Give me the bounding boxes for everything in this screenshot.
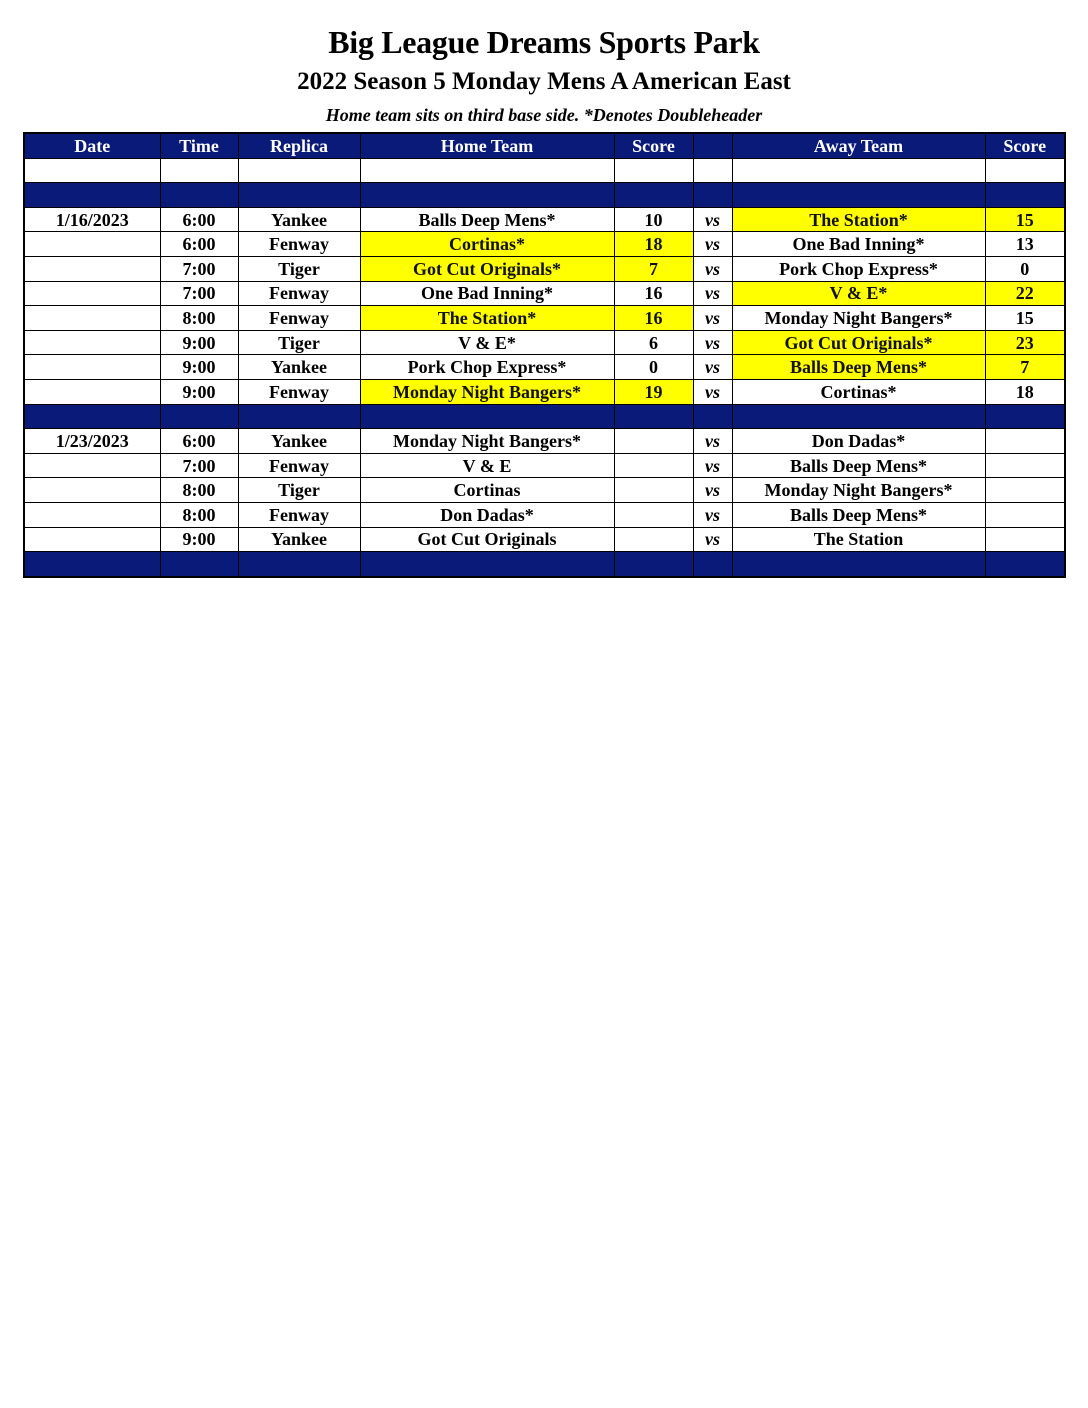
- cell-time: 6:00: [160, 429, 238, 454]
- cell-replica: Yankee: [238, 207, 360, 232]
- cell-home-team: Got Cut Originals*: [360, 256, 614, 281]
- cell-home-score: 19: [614, 379, 693, 404]
- cell-vs: vs: [693, 379, 732, 404]
- cell-away-team: The Station*: [732, 207, 985, 232]
- cell-vs: vs: [693, 502, 732, 527]
- cell-away-team: Cortinas*: [732, 379, 985, 404]
- table-row: [24, 502, 1065, 527]
- cell-home-team: V & E: [360, 453, 614, 478]
- cell-away-team: Balls Deep Mens*: [732, 453, 985, 478]
- cell-vs: vs: [693, 429, 732, 454]
- separator-cell: [238, 404, 360, 429]
- cell-away-team: The Station: [732, 527, 985, 552]
- cell-home-team: Pork Chop Express*: [360, 355, 614, 380]
- cell-home-team: Cortinas: [360, 478, 614, 503]
- separator-cell: [614, 552, 693, 577]
- table-row: [24, 232, 1065, 257]
- cell-replica: Fenway: [238, 453, 360, 478]
- cell-replica: Yankee: [238, 429, 360, 454]
- separator-cell: [693, 552, 732, 577]
- cell-home-score: 16: [614, 306, 693, 331]
- cell-away-score: [985, 478, 1065, 503]
- cell-away-score: 22: [985, 281, 1065, 306]
- cell-away-team: Balls Deep Mens*: [732, 502, 985, 527]
- cell-date: [24, 306, 160, 331]
- cell-vs: vs: [693, 207, 732, 232]
- col-header-time: Time: [160, 133, 238, 158]
- cell-replica: Tiger: [238, 330, 360, 355]
- cell-date: [24, 355, 160, 380]
- cell-away-score: 15: [985, 306, 1065, 331]
- cell-away-score: [985, 502, 1065, 527]
- cell-time: 6:00: [160, 207, 238, 232]
- separator-row: [24, 183, 1065, 208]
- cell-home-team: Cortinas*: [360, 232, 614, 257]
- separator-cell: [360, 404, 614, 429]
- cell-time: 7:00: [160, 453, 238, 478]
- cell-vs: vs: [693, 355, 732, 380]
- separator-cell: [160, 183, 238, 208]
- cell-date: 1/23/2023: [24, 429, 160, 454]
- cell-date: [24, 453, 160, 478]
- cell-away-team: Don Dadas*: [732, 429, 985, 454]
- cell-home-team: Got Cut Originals: [360, 527, 614, 552]
- blank-cell: [160, 158, 238, 183]
- cell-home-team: Monday Night Bangers*: [360, 379, 614, 404]
- separator-cell: [985, 404, 1065, 429]
- table-row: [24, 478, 1065, 503]
- separator-cell: [24, 183, 160, 208]
- cell-replica: Fenway: [238, 281, 360, 306]
- table-row: [24, 355, 1065, 380]
- col-header-vs: [693, 133, 732, 158]
- cell-home-score: [614, 478, 693, 503]
- cell-away-score: [985, 527, 1065, 552]
- separator-row: [24, 404, 1065, 429]
- cell-replica: Fenway: [238, 232, 360, 257]
- cell-home-team: Balls Deep Mens*: [360, 207, 614, 232]
- cell-date: [24, 478, 160, 503]
- cell-away-team: Monday Night Bangers*: [732, 478, 985, 503]
- cell-time: 8:00: [160, 502, 238, 527]
- cell-away-score: 13: [985, 232, 1065, 257]
- cell-away-team: One Bad Inning*: [732, 232, 985, 257]
- cell-date: [24, 232, 160, 257]
- cell-home-score: 10: [614, 207, 693, 232]
- cell-vs: vs: [693, 281, 732, 306]
- cell-away-score: [985, 429, 1065, 454]
- cell-time: 9:00: [160, 379, 238, 404]
- separator-cell: [360, 183, 614, 208]
- blank-cell: [985, 158, 1065, 183]
- cell-away-team: Got Cut Originals*: [732, 330, 985, 355]
- blank-cell: [693, 158, 732, 183]
- separator-cell: [985, 552, 1065, 577]
- cell-away-team: Balls Deep Mens*: [732, 355, 985, 380]
- cell-replica: Tiger: [238, 256, 360, 281]
- cell-time: 9:00: [160, 355, 238, 380]
- separator-cell: [732, 404, 985, 429]
- cell-away-team: Pork Chop Express*: [732, 256, 985, 281]
- blank-cell: [238, 158, 360, 183]
- cell-home-team: Don Dadas*: [360, 502, 614, 527]
- separator-cell: [160, 552, 238, 577]
- cell-date: [24, 281, 160, 306]
- table-row: [24, 453, 1065, 478]
- separator-cell: [160, 404, 238, 429]
- season-subtitle: 2022 Season 5 Monday Mens A American East: [297, 68, 791, 95]
- cell-date: 1/16/2023: [24, 207, 160, 232]
- separator-row: [24, 552, 1065, 577]
- cell-time: 9:00: [160, 527, 238, 552]
- separator-cell: [985, 183, 1065, 208]
- cell-vs: vs: [693, 256, 732, 281]
- col-header-home-team: Home Team: [360, 133, 614, 158]
- schedule-table: [23, 132, 1066, 578]
- separator-cell: [238, 183, 360, 208]
- cell-home-score: 7: [614, 256, 693, 281]
- cell-away-score: [985, 453, 1065, 478]
- separator-cell: [24, 404, 160, 429]
- cell-home-score: [614, 429, 693, 454]
- cell-home-score: 6: [614, 330, 693, 355]
- cell-vs: vs: [693, 478, 732, 503]
- cell-vs: vs: [693, 330, 732, 355]
- cell-vs: vs: [693, 527, 732, 552]
- cell-replica: Fenway: [238, 379, 360, 404]
- table-row: [24, 256, 1065, 281]
- cell-home-team: Monday Night Bangers*: [360, 429, 614, 454]
- separator-cell: [614, 404, 693, 429]
- blank-cell: [360, 158, 614, 183]
- schedule-body: [24, 158, 1065, 577]
- cell-home-team: The Station*: [360, 306, 614, 331]
- separator-cell: [732, 552, 985, 577]
- cell-date: [24, 502, 160, 527]
- cell-vs: vs: [693, 232, 732, 257]
- cell-home-team: V & E*: [360, 330, 614, 355]
- cell-replica: Yankee: [238, 527, 360, 552]
- cell-date: [24, 330, 160, 355]
- table-row: [24, 306, 1065, 331]
- cell-date: [24, 256, 160, 281]
- separator-cell: [693, 183, 732, 208]
- separator-cell: [24, 552, 160, 577]
- separator-cell: [614, 183, 693, 208]
- cell-time: 9:00: [160, 330, 238, 355]
- table-row: [24, 207, 1065, 232]
- col-header-home-score: Score: [614, 133, 693, 158]
- cell-away-score: 23: [985, 330, 1065, 355]
- cell-away-score: 18: [985, 379, 1065, 404]
- cell-away-team: Monday Night Bangers*: [732, 306, 985, 331]
- cell-date: [24, 527, 160, 552]
- blank-cell: [614, 158, 693, 183]
- col-header-replica: Replica: [238, 133, 360, 158]
- cell-vs: vs: [693, 306, 732, 331]
- blank-row: [24, 158, 1065, 183]
- cell-replica: Fenway: [238, 306, 360, 331]
- cell-home-score: [614, 502, 693, 527]
- cell-home-score: 0: [614, 355, 693, 380]
- schedule-note: Home team sits on third base side. *Denotes Doubleheader: [325, 105, 763, 125]
- cell-away-team: V & E*: [732, 281, 985, 306]
- table-row: [24, 429, 1065, 454]
- cell-time: 8:00: [160, 478, 238, 503]
- cell-away-score: 7: [985, 355, 1065, 380]
- cell-home-score: 16: [614, 281, 693, 306]
- cell-time: 8:00: [160, 306, 238, 331]
- cell-date: [24, 379, 160, 404]
- separator-cell: [360, 552, 614, 577]
- cell-time: 7:00: [160, 281, 238, 306]
- cell-vs: vs: [693, 453, 732, 478]
- cell-away-score: 0: [985, 256, 1065, 281]
- col-header-away-score: Score: [985, 133, 1065, 158]
- table-row: [24, 330, 1065, 355]
- page-title: Big League Dreams Sports Park: [328, 24, 760, 60]
- table-row: [24, 379, 1065, 404]
- cell-away-score: 15: [985, 207, 1065, 232]
- cell-home-score: [614, 527, 693, 552]
- blank-cell: [732, 158, 985, 183]
- col-header-away-team: Away Team: [732, 133, 985, 158]
- separator-cell: [693, 404, 732, 429]
- table-header-row: [24, 133, 1065, 158]
- separator-cell: [732, 183, 985, 208]
- blank-cell: [24, 158, 160, 183]
- col-header-date: Date: [24, 133, 160, 158]
- cell-replica: Tiger: [238, 478, 360, 503]
- cell-home-score: [614, 453, 693, 478]
- cell-replica: Yankee: [238, 355, 360, 380]
- cell-replica: Fenway: [238, 502, 360, 527]
- separator-cell: [238, 552, 360, 577]
- cell-home-team: One Bad Inning*: [360, 281, 614, 306]
- cell-time: 7:00: [160, 256, 238, 281]
- cell-time: 6:00: [160, 232, 238, 257]
- table-row: [24, 281, 1065, 306]
- cell-home-score: 18: [614, 232, 693, 257]
- table-row: [24, 527, 1065, 552]
